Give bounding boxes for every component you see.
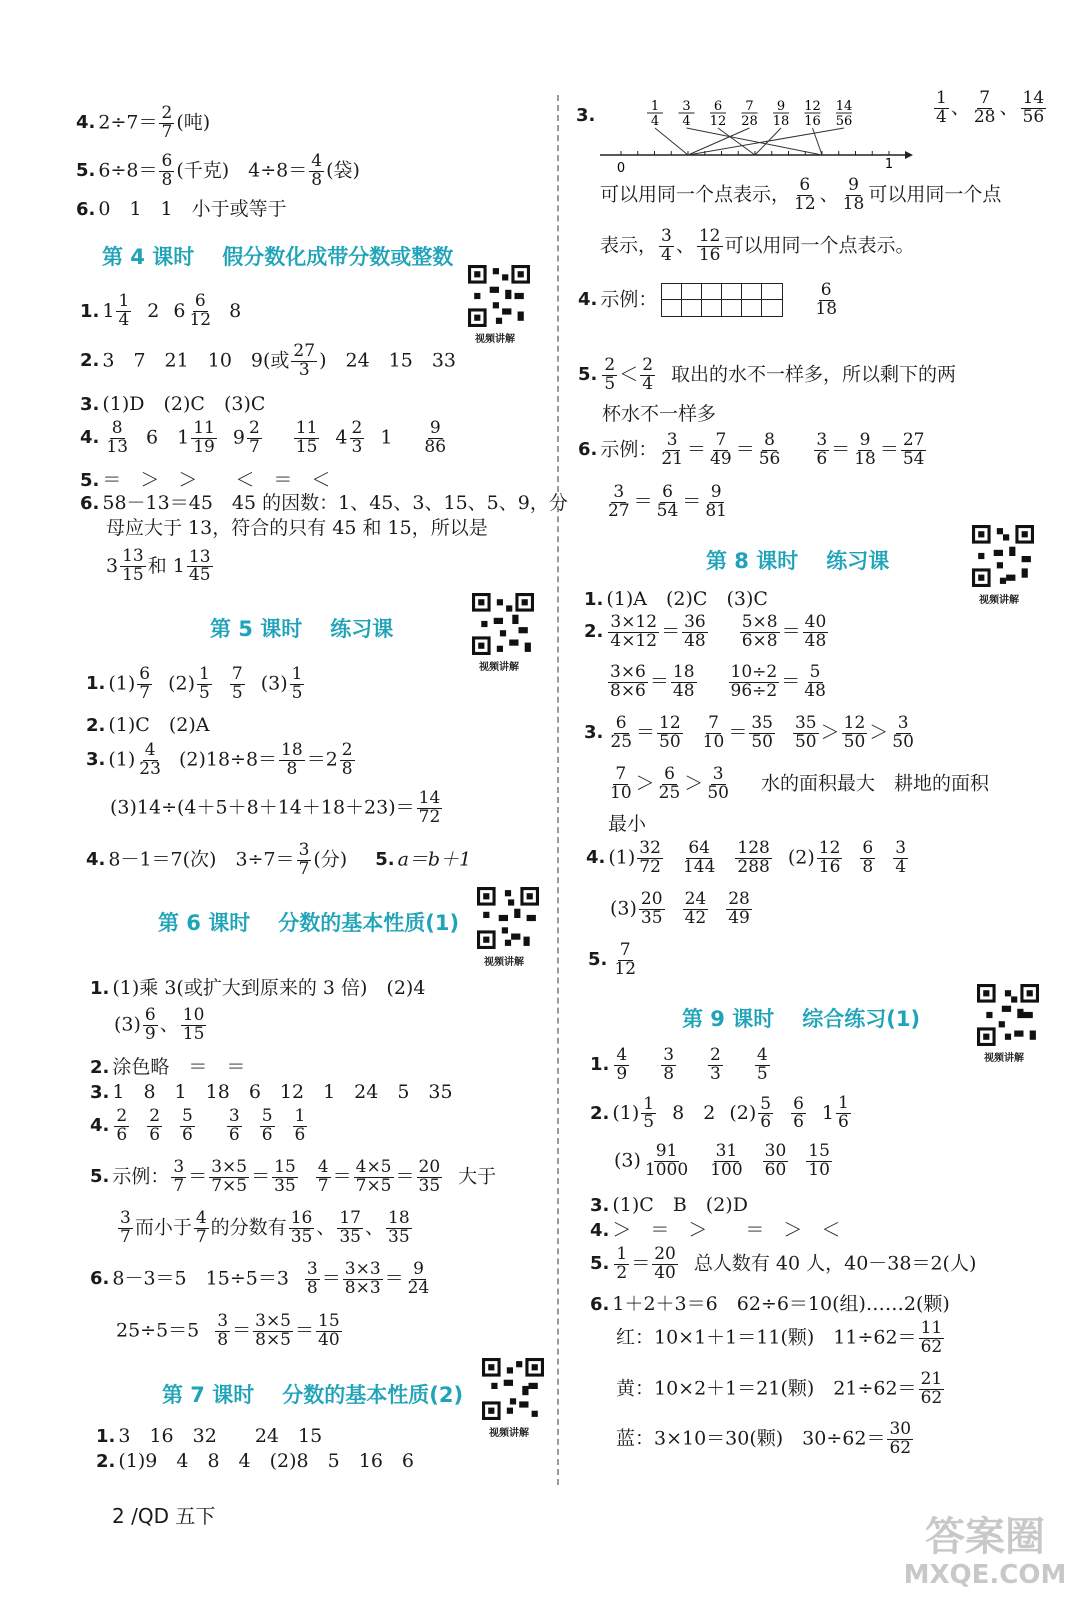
l9-q3: 3. (1)C B (2)D (590, 1194, 748, 1216)
label-denominator: 12 (709, 114, 727, 129)
tick-one: 1 (884, 157, 894, 172)
lesson-8-heading: 第 8 课时 练习课 (706, 549, 890, 573)
l8-q3-line3: 最小 (608, 813, 647, 835)
right-q3-line1: 可以用同一个点表示， $\frac{6}{12}$ 、 $\frac{9}{18}$ 可以用同一个点 (600, 175, 1002, 214)
l4-q3: 3. (1)D (2)C (3)C (80, 393, 266, 415)
watermark-small-text: MXQE.COM (903, 1560, 1067, 1590)
l8-q3-line2: $\frac{7}{10}$ ＞ $\frac{6}{25}$ ＞ $\frac{3}{50}$ 水的面积最大 耕地的面积 (610, 764, 989, 803)
label-denominator: 16 (804, 114, 821, 129)
l9-q2-line2: (3) $\frac{91}{1000}$ $\frac{31}{100}$ $\frac{30}{60}$ $\frac{15}{10}$ (614, 1141, 830, 1180)
l8-q3-line1: 3. $\frac{6}{25}$ ＝ $\frac{12}{50}$ $\frac{7}{10}$ ＝ $\frac{35}{50}$ $\frac{35}{50}$ ＞ $\frac{12}{50}$ ＞ $\frac{3}{50}$ (584, 713, 914, 752)
l6-q4: 4. $\frac{2}{6}$ $\frac{2}{6}$ $\frac{5}{6}$ $\frac{3}{6}$ $\frac{5}{6}$ $\frac{1}{6}$ (90, 1106, 306, 1145)
l5-q2: 2. (1)C (2)A (86, 714, 210, 736)
right-q6-line2: $\frac{3}{27}$ ＝ $\frac{6}{54}$ ＝ $\frac{9}{81}$ (608, 482, 727, 521)
label-connector (687, 128, 823, 155)
l5-q1: 1. (1) $\frac{6}{7}$ (2) $\frac{1}{5}$ $\frac{7}{5}$ (3) $\frac{1}{5}$ (86, 664, 303, 703)
l6-q6-line2: 25÷5＝5 $\frac{3}{8}$ ＝ $\frac{3\times 5}{8\times 5}$ ＝ $\frac{15}{40}$ (116, 1311, 340, 1350)
l9-q2-line1: 2. (1) $\frac{1}{5}$ 8 2 (2) $\frac{5}{6}$ $\frac{6}{6}$ 1 $\frac{1}{6}$ (590, 1093, 849, 1133)
l5-q3: 3. (1) $\frac{4}{23}$ (2)18÷8＝ $\frac{18}{8}$ ＝2 $\frac{2}{8}$ (86, 740, 353, 779)
label-denominator: 56 (835, 114, 853, 129)
qr-code-icon[interactable] (972, 525, 1034, 587)
label-numerator: 9 (776, 99, 786, 114)
l4-q4: 4. $\frac{8}{13}$ 6 1 $\frac{11}{19}$ 9 $\frac{2}{7}$ $\frac{11}{15}$ 4 $\frac{2}{3}$ 1 $\frac{9}{86}$ (80, 418, 447, 457)
qr-label: 视频讲解 (479, 662, 519, 673)
qr-label: 视频讲解 (484, 957, 524, 968)
label-connector (688, 128, 750, 155)
right-q3-line2: 表示， $\frac{3}{4}$ 、 $\frac{12}{16}$ 可以用同一个点表示。 (600, 226, 915, 265)
l8-q1: 1. (1)A (2)C (3)C (584, 588, 768, 610)
qr-code-icon[interactable] (482, 1358, 544, 1420)
lesson-6-heading: 第 6 课时 分数的基本性质(1) (158, 911, 460, 935)
l8-q2-line2: $\frac{3\times 6}{8\times 6}$ ＝ $\frac{18}{48}$ $\frac{10\div 2}{96\div 2}$ ＝ $\frac{5}{48}$ (610, 662, 826, 701)
l8-q4-line2: (3) $\frac{20}{35}$ $\frac{24}{42}$ $\frac{28}{49}$ (610, 889, 750, 928)
number-line-diagram (595, 98, 920, 173)
qr-label: 视频讲解 (979, 595, 1019, 606)
l6-q1-line2: (3) $\frac{6}{9}$ 、 $\frac{10}{15}$ (114, 1005, 205, 1044)
label-numerator: 1 (650, 99, 660, 114)
watermark-big-text: 答案圈 (925, 1514, 1045, 1560)
l6-q1-line1: 1. (1)乘 3(或扩大到原来的 3 倍) (2)4 (90, 977, 426, 999)
label-denominator: 18 (772, 114, 790, 129)
l9-q1: 1. $\frac{4}{9}$ $\frac{3}{8}$ $\frac{2}{3}$ $\frac{4}{5}$ (590, 1045, 768, 1084)
qr-code-icon[interactable] (468, 265, 530, 327)
l4-q5: 5. ＝ ＞ ＞ ＜ ＝ ＜ (80, 469, 331, 491)
left-q5: 5. 6÷8＝ $\frac{6}{8}$ (千克) 4÷8＝ $\frac{4}{8}$ (袋) (76, 151, 360, 190)
label-numerator: 6 (713, 99, 723, 114)
label-numerator: 3 (682, 99, 691, 114)
qr-label: 视频讲解 (489, 1428, 529, 1439)
left-q6: 6. 0 1 1 小于或等于 (76, 198, 287, 220)
left-q4: 4. 2÷7＝ $\frac{2}{7}$ (吨) (76, 103, 211, 142)
qr-code-icon[interactable] (472, 593, 534, 655)
label-numerator: 14 (835, 99, 853, 114)
right-q3-answer: $\frac{1}{4}$ 、 $\frac{7}{28}$ 、 $\frac{14}{56}$ (936, 88, 1045, 127)
l9-q6-line1: 6. 1＋2＋3＝6 62÷6＝10(组)……2(颗) (590, 1293, 950, 1315)
l6-q5-line2: $\frac{3}{7}$ 而小于 $\frac{4}{7}$ 的分数有 $\frac{16}{35}$ 、 $\frac{17}{35}$ 、 $\frac{18}{35}$ (120, 1208, 410, 1247)
l7-q1: 1. 3 16 32 24 15 (96, 1425, 323, 1447)
label-denominator: 28 (741, 114, 758, 129)
tick-zero: 0 (616, 161, 626, 173)
right-q5-line1: 5. $\frac{2}{5}$ ＜ $\frac{2}{4}$ 取出的水不一样多，所以剩下的两 (578, 355, 957, 394)
label-denominator: 4 (650, 114, 660, 129)
qr-code-icon[interactable] (977, 984, 1039, 1046)
l6-q5-line1: 5. 示例： $\frac{3}{7}$ ＝ $\frac{3\times 5}{7\times 5}$ ＝ $\frac{15}{35}$ $\frac{4}{7}$ ＝ $\frac{4\times 5}{7\times 5}$ ＝ $\frac{20}{35}$ 大于 (90, 1157, 497, 1196)
l9-q6-yellow: 黄：10×2＋1＝21(颗) 21÷62＝ $\frac{21}{62}$ (616, 1369, 943, 1408)
l9-q4: 4. ＞ ＝ ＞ ＝ ＞ ＜ (590, 1219, 841, 1241)
l8-q4-line1: 4. (1) $\frac{32}{72}$ $\frac{64}{144}$ $\frac{128}{288}$ (2) $\frac{12}{16}$ $\frac{6}{8}$ $\frac{3}{4}$ (586, 838, 907, 877)
qr-label: 视频讲解 (475, 334, 515, 345)
right-q6-line1: 6. 示例： $\frac{3}{21}$ ＝ $\frac{7}{49}$ ＝ $\frac{8}{56}$ $\frac{3}{6}$ ＝ $\frac{9}{18}$ ＝ $\frac{27}{54}$ (578, 430, 925, 469)
l9-q6-blue: 蓝：3×10＝30(颗) 30÷62＝ $\frac{30}{62}$ (616, 1419, 912, 1458)
right-q4: 4. 示例： $\frac{6}{18}$ (578, 280, 838, 319)
l4-q1: 1. 1 $\frac{1}{4}$ 2 6 $\frac{6}{12}$ 8 (80, 291, 242, 330)
right-q3-no: 3. (576, 105, 596, 126)
l6-q6-line1: 6. 8－3＝5 15÷5＝3 $\frac{3}{8}$ ＝ $\frac{3\times 3}{8\times 3}$ ＝ $\frac{9}{24}$ (90, 1259, 430, 1298)
label-numerator: 7 (745, 99, 754, 114)
l4-q6-line3: 3 $\frac{13}{15}$ 和 1 $\frac{13}{45}$ (106, 546, 211, 586)
lesson-7-heading: 第 7 课时 分数的基本性质(2) (162, 1383, 464, 1407)
l8-q5: 5. $\frac{7}{12}$ (588, 940, 637, 979)
lesson-5-heading: 第 5 课时 练习课 (210, 617, 394, 641)
label-denominator: 4 (682, 114, 691, 129)
l8-q2-line1: 2. $\frac{3\times 12}{4\times 12}$ ＝ $\frac{36}{48}$ $\frac{5\times 8}{6\times 8}$ ＝ $\frac{40}{48}$ (584, 612, 827, 651)
column-divider (557, 95, 559, 1485)
lesson-4-heading: 第 4 课时 假分数化成带分数或整数 (102, 245, 454, 269)
label-connector (655, 128, 688, 155)
l4-q6-line2: 母应大于 13，符合的只有 45 和 15，所以是 (106, 517, 488, 539)
label-numerator: 12 (804, 99, 821, 114)
l4-q2: 2. 3 7 21 10 9(或 $\frac{27}{3}$ ) 24 15 33 (80, 341, 457, 380)
l9-q5: 5. $\frac{1}{2}$ ＝ $\frac{20}{40}$ 总人数有 40 人，40－38＝2(人) (590, 1244, 977, 1283)
l4-q6-line1: 6. 58－13＝45 45 的因数：1、45、3、15、5、9，分 (80, 492, 568, 514)
shaded-grid (661, 283, 783, 317)
lesson-9-heading: 第 9 课时 综合练习(1) (682, 1007, 921, 1031)
number-line-connectors (655, 128, 844, 155)
page-footer: 2 /QD 五下 (112, 1504, 216, 1528)
label-connector (718, 128, 755, 155)
l6-q2: 2. 涂色略 ＝ ＝ (90, 1056, 246, 1078)
l6-q3: 3. 1 8 1 18 6 12 1 24 5 35 (90, 1081, 453, 1103)
l5-q3-part3: (3)14÷(4＋5＋8＋14＋18＋23)＝ $\frac{14}{72}$ (110, 788, 441, 827)
right-q5-line2: 杯水不一样多 (602, 403, 717, 425)
l5-q4: 4. 8－1＝7(次) 3÷7＝ $\frac{3}{7}$ (分) 5. a＝b＋1 (86, 840, 472, 879)
l7-q2: 2. (1)9 4 8 4 (2)8 5 16 6 (96, 1450, 414, 1472)
qr-code-icon[interactable] (477, 887, 539, 949)
qr-label: 视频讲解 (984, 1053, 1024, 1064)
l9-q6-red: 红：10×1＋1＝11(颗) 11÷62＝ $\frac{11}{62}$ (616, 1318, 943, 1357)
watermark-logo (895, 1505, 1075, 1590)
